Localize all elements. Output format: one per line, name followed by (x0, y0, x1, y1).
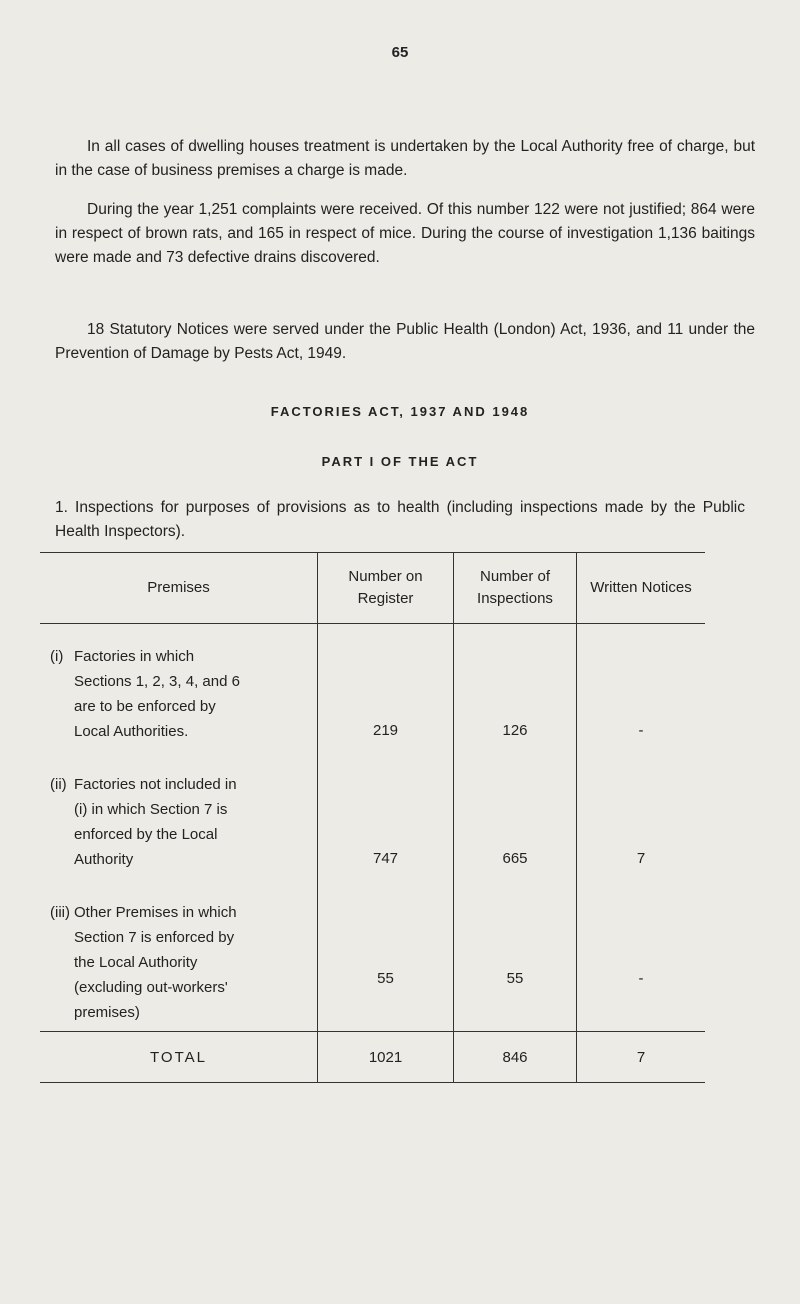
row-numeral: (i) (50, 648, 64, 665)
register-cell: 747 (318, 744, 454, 872)
header-written-notices: Written Notices (577, 553, 706, 624)
heading-factories-act: FACTORIES ACT, 1937 AND 1948 (270, 404, 530, 419)
register-cell: 219 (318, 624, 454, 745)
premises-line: Sections 1, 2, 3, 4, and 6 (74, 673, 240, 690)
premises-line: Local Authorities. (74, 723, 189, 740)
register-cell: 55 (318, 872, 454, 1032)
premises-cell (40, 872, 318, 1032)
total-row (40, 1032, 705, 1083)
inspections-table (40, 552, 705, 1083)
total-inspections: 846 (454, 1032, 577, 1083)
premises-line: Factories not included in (74, 776, 237, 793)
notices-cell: - (577, 872, 706, 1032)
inspections-cell: 55 (454, 872, 577, 1032)
premises-line: (excluding out-workers' (74, 979, 228, 996)
premises-cell (40, 624, 318, 745)
table-row (40, 624, 705, 745)
table-row (40, 744, 705, 872)
premises-line: Section 7 is enforced by (74, 929, 235, 946)
page-number: 65 (391, 44, 409, 61)
section-1-inspections: 1. Inspections for purposes of provisions as to health (including inspections made by the Public Health Inspectors). (55, 499, 745, 540)
premises-line: enforced by the Local (74, 826, 218, 843)
inspections-cell: 126 (454, 624, 577, 745)
premises-line: the Local Authority (74, 954, 198, 971)
header-number-of-inspections: Number of Inspections (454, 553, 577, 624)
header-number-on-register: Number on Register (318, 553, 454, 624)
premises-line: Authority (74, 851, 134, 868)
total-register: 1021 (318, 1032, 454, 1083)
paragraph-treatment-charges: In all cases of dwelling houses treatment is undertaken by the Local Authority free of charge, but in the case of business premises a charge is made. (55, 138, 755, 179)
inspections-cell: 665 (454, 744, 577, 872)
row-numeral: (ii) (50, 776, 67, 793)
total-label: TOTAL (40, 1032, 318, 1083)
notices-cell: 7 (577, 744, 706, 872)
premises-line: premises) (74, 1004, 140, 1021)
table-row (40, 872, 705, 1032)
premises-line: Factories in which (74, 648, 195, 665)
premises-line: Other Premises in which (74, 904, 237, 921)
header-premises: Premises (40, 553, 318, 624)
premises-line: (i) in which Section 7 is (74, 801, 228, 818)
row-numeral: (iii) (50, 904, 70, 921)
total-notices: 7 (577, 1032, 706, 1083)
notices-cell: - (577, 624, 706, 745)
paragraph-statutory-notices: 18 Statutory Notices were served under the Public Health (London) Act, 1936, and 11 under the Prevention of Damage by Pests Act, 1949. (55, 321, 755, 362)
premises-line: are to be enforced by (74, 698, 216, 715)
table-header-row (40, 553, 705, 624)
heading-part-one: PART I OF THE ACT (321, 454, 479, 469)
premises-cell (40, 744, 318, 872)
paragraph-complaints: During the year 1,251 complaints were received. Of this number 122 were not justified; 864 were in respect of brown rats, and 165 in respect of mice. During the course of investigation 1,136 baitings were made and 73 defective drains discovered. (55, 201, 755, 266)
